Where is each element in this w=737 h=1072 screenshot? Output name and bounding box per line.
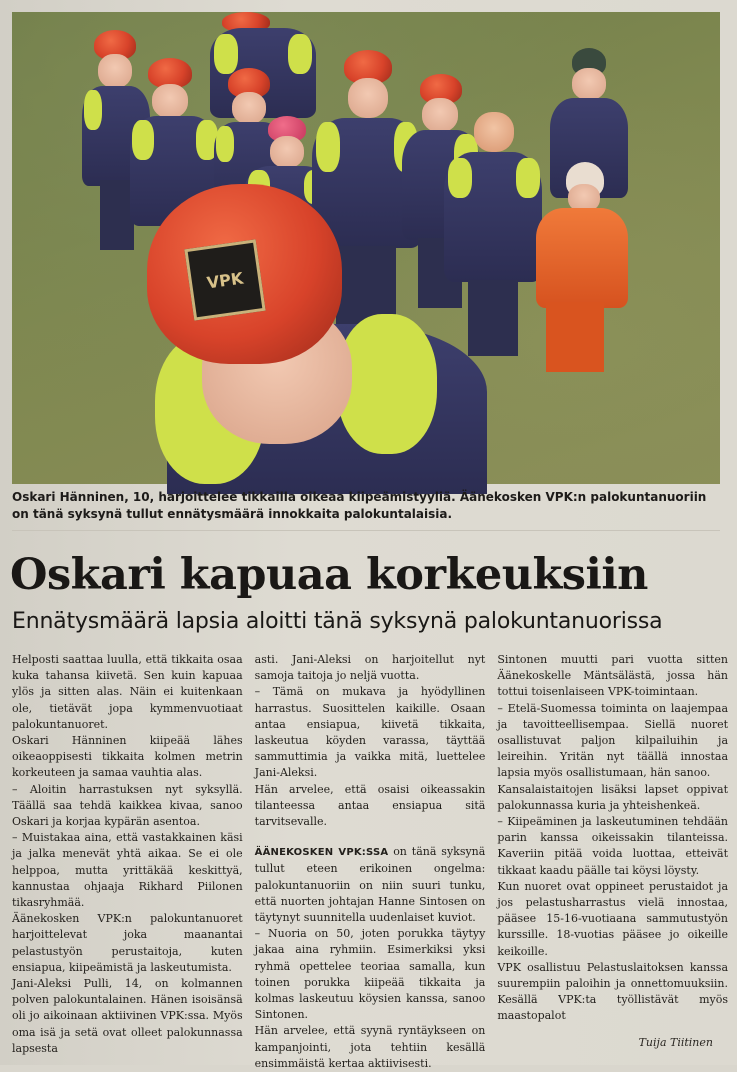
paragraph: Äänekosken VPK:n palokuntanuoret harjoittelevat joka maanantai pelastustyön perustaitoja, kuten ensiapua, kiipeämistä ja laskeutumista.	[12, 912, 243, 974]
paragraph: Helposti saattaa luulla, että tikkaita osaa kuka tahansa kiivetä. Sen kuin kapuaa ylös ja sitten alas. Näin ei kuitenkaan ole, tietävät jopa kymmenvuotiaat palokuntanuoret.	[12, 653, 243, 731]
paragraph: Hän arvelee, että osaisi oikeassakin tilanteessa antaa ensiapua sitä tarvitsevalle.	[254, 782, 486, 829]
paragraph: asti. Jani-Aleksi on harjoitellut nyt samoja taitoja jo neljä vuotta.	[254, 653, 486, 683]
headline: Oskari kapuaa korkeuksiin	[10, 550, 648, 600]
subheadline: Ennätysmäärä lapsia aloitti tänä syksynä palokuntanuorissa	[12, 609, 663, 634]
paragraph: Hän arvelee, että syynä ryntäykseen on kampanjointi, jota tehtiin kesällä ensimmäistä kertaa aktiivisesti.	[254, 1024, 486, 1070]
paragraph: – Etelä-Suomessa toiminta on laajempaa ja tavoitteellisempaa. Siellä nuoret osallistuvat paljon kilpailuihin ja leireihin. Yritän nyt täällä innostaa lapsia myös osallistumaan, hän sanoo.	[497, 701, 729, 780]
paragraph: – Nuoria on 50, joten porukka täytyy jakaa aina ryhmiin. Esimerkiksi yksi ryhmä opettelee teoriaa samalla, kun toinen porukka kiipeää tikkaita ja kolmas laskeutuu köysien kanssa, sanoo Sintonen.	[254, 927, 486, 1022]
paragraph: Oskari Hänninen kiipeää lähes oikeaoppisesti tikkaita kolmen metrin korkeuteen ja samaa vauhtia alas.	[12, 734, 243, 780]
paragraph: – Tämä on mukava ja hyödyllinen harrastus. Suosittelen kaikille. Osaan antaa ensiapua, kiivetä tikkaita, laskeutua köyden varassa, täyttää sammuttimia ja vaikka mitä, luettelee Jani-Aleksi.	[254, 685, 486, 780]
photo-caption: Oskari Hänninen, 10, harjoittelee tikkailla oikeaa kiipeämistyyliä. Äänekosken VPK:n palokuntanuoriin on tänä syksynä tullut ennätysmäärä innokkaita palokuntalaisia.	[12, 490, 707, 521]
article-column-3	[497, 652, 728, 1058]
article-column-1	[12, 652, 243, 1058]
section-lead-in: ÄÄNEKOSKEN VPK:SSA	[254, 847, 389, 859]
paragraph: – Aloitin harrastuksen nyt syksyllä. Täällä saa tehdä kaikkea kivaa, sanoo Oskari ja korjaa kypärän asentoa.	[12, 782, 243, 829]
foreground-child	[147, 184, 487, 484]
paragraph: VPK osallistuu Pelastuslaitoksen kanssa suurempiin paloihin ja onnettomuuksiin. Kesällä VPK:ta työllistävät myös maastopalot	[497, 960, 729, 1023]
paragraph: Jani-Aleksi Pulli, 14, on kolmannen polven palokuntalainen. Hänen isoisänsä oli jo aikoinaan aktiivinen VPK:ssa. Myös oma isä ja setä ovat olleet palokunnassa lapsesta	[12, 977, 243, 1055]
paragraph: Kansalaistaitojen lisäksi lapset oppivat palokunnassa kuria ja yhteishenkeä.	[497, 782, 729, 812]
divider	[12, 530, 720, 531]
section-lead-text: on tänä syksynä tullut eteen erikoinen ongelma: palokuntanuoriin on niin suuri tunku, että nuorten johtajan Hanne Sintosen on täytynyt suunnitella uudenlaiset kuviot.	[254, 845, 486, 925]
child-figure	[532, 162, 632, 377]
article-body	[12, 652, 729, 1070]
paragraph: – Kiipeäminen ja laskeutuminen tehdään parin kanssa oikeissakin tilanteissa. Kaveriin pitää voida luottaa, etteivät tikkaat kaadu päälle tai köysi löysty.	[497, 815, 729, 877]
paragraph: Kun nuoret ovat oppineet perustaidot ja jos pelastusharrastus vielä innostaa, pääsee 15-16-vuotiaana sammutustyön kurssille. 18-vuotias pääsee jo oikeille keikoille.	[497, 879, 729, 958]
news-photo	[12, 12, 720, 484]
paragraph: Sintonen muutti pari vuotta sitten Äänekoskelle Mäntsälästä, jossa hän tottui toisenlaiseen VPK-toimintaan.	[497, 653, 729, 699]
section-paragraph	[255, 844, 486, 926]
vpk-badge-icon	[184, 239, 265, 320]
article-column-2	[254, 652, 486, 1070]
paragraph: – Muistakaa aina, että vastakkainen käsi ja jalka menevät yhtä aikaa. Se ei ole helppoa, mutta yrittäkää keskittyä, kannustaa ohjaaja Rikhard Piilonen tikasryhmää.	[12, 831, 243, 910]
byline: Tuija Tiitinen	[638, 1036, 713, 1049]
helmet-badge-text: VPK	[205, 268, 245, 292]
